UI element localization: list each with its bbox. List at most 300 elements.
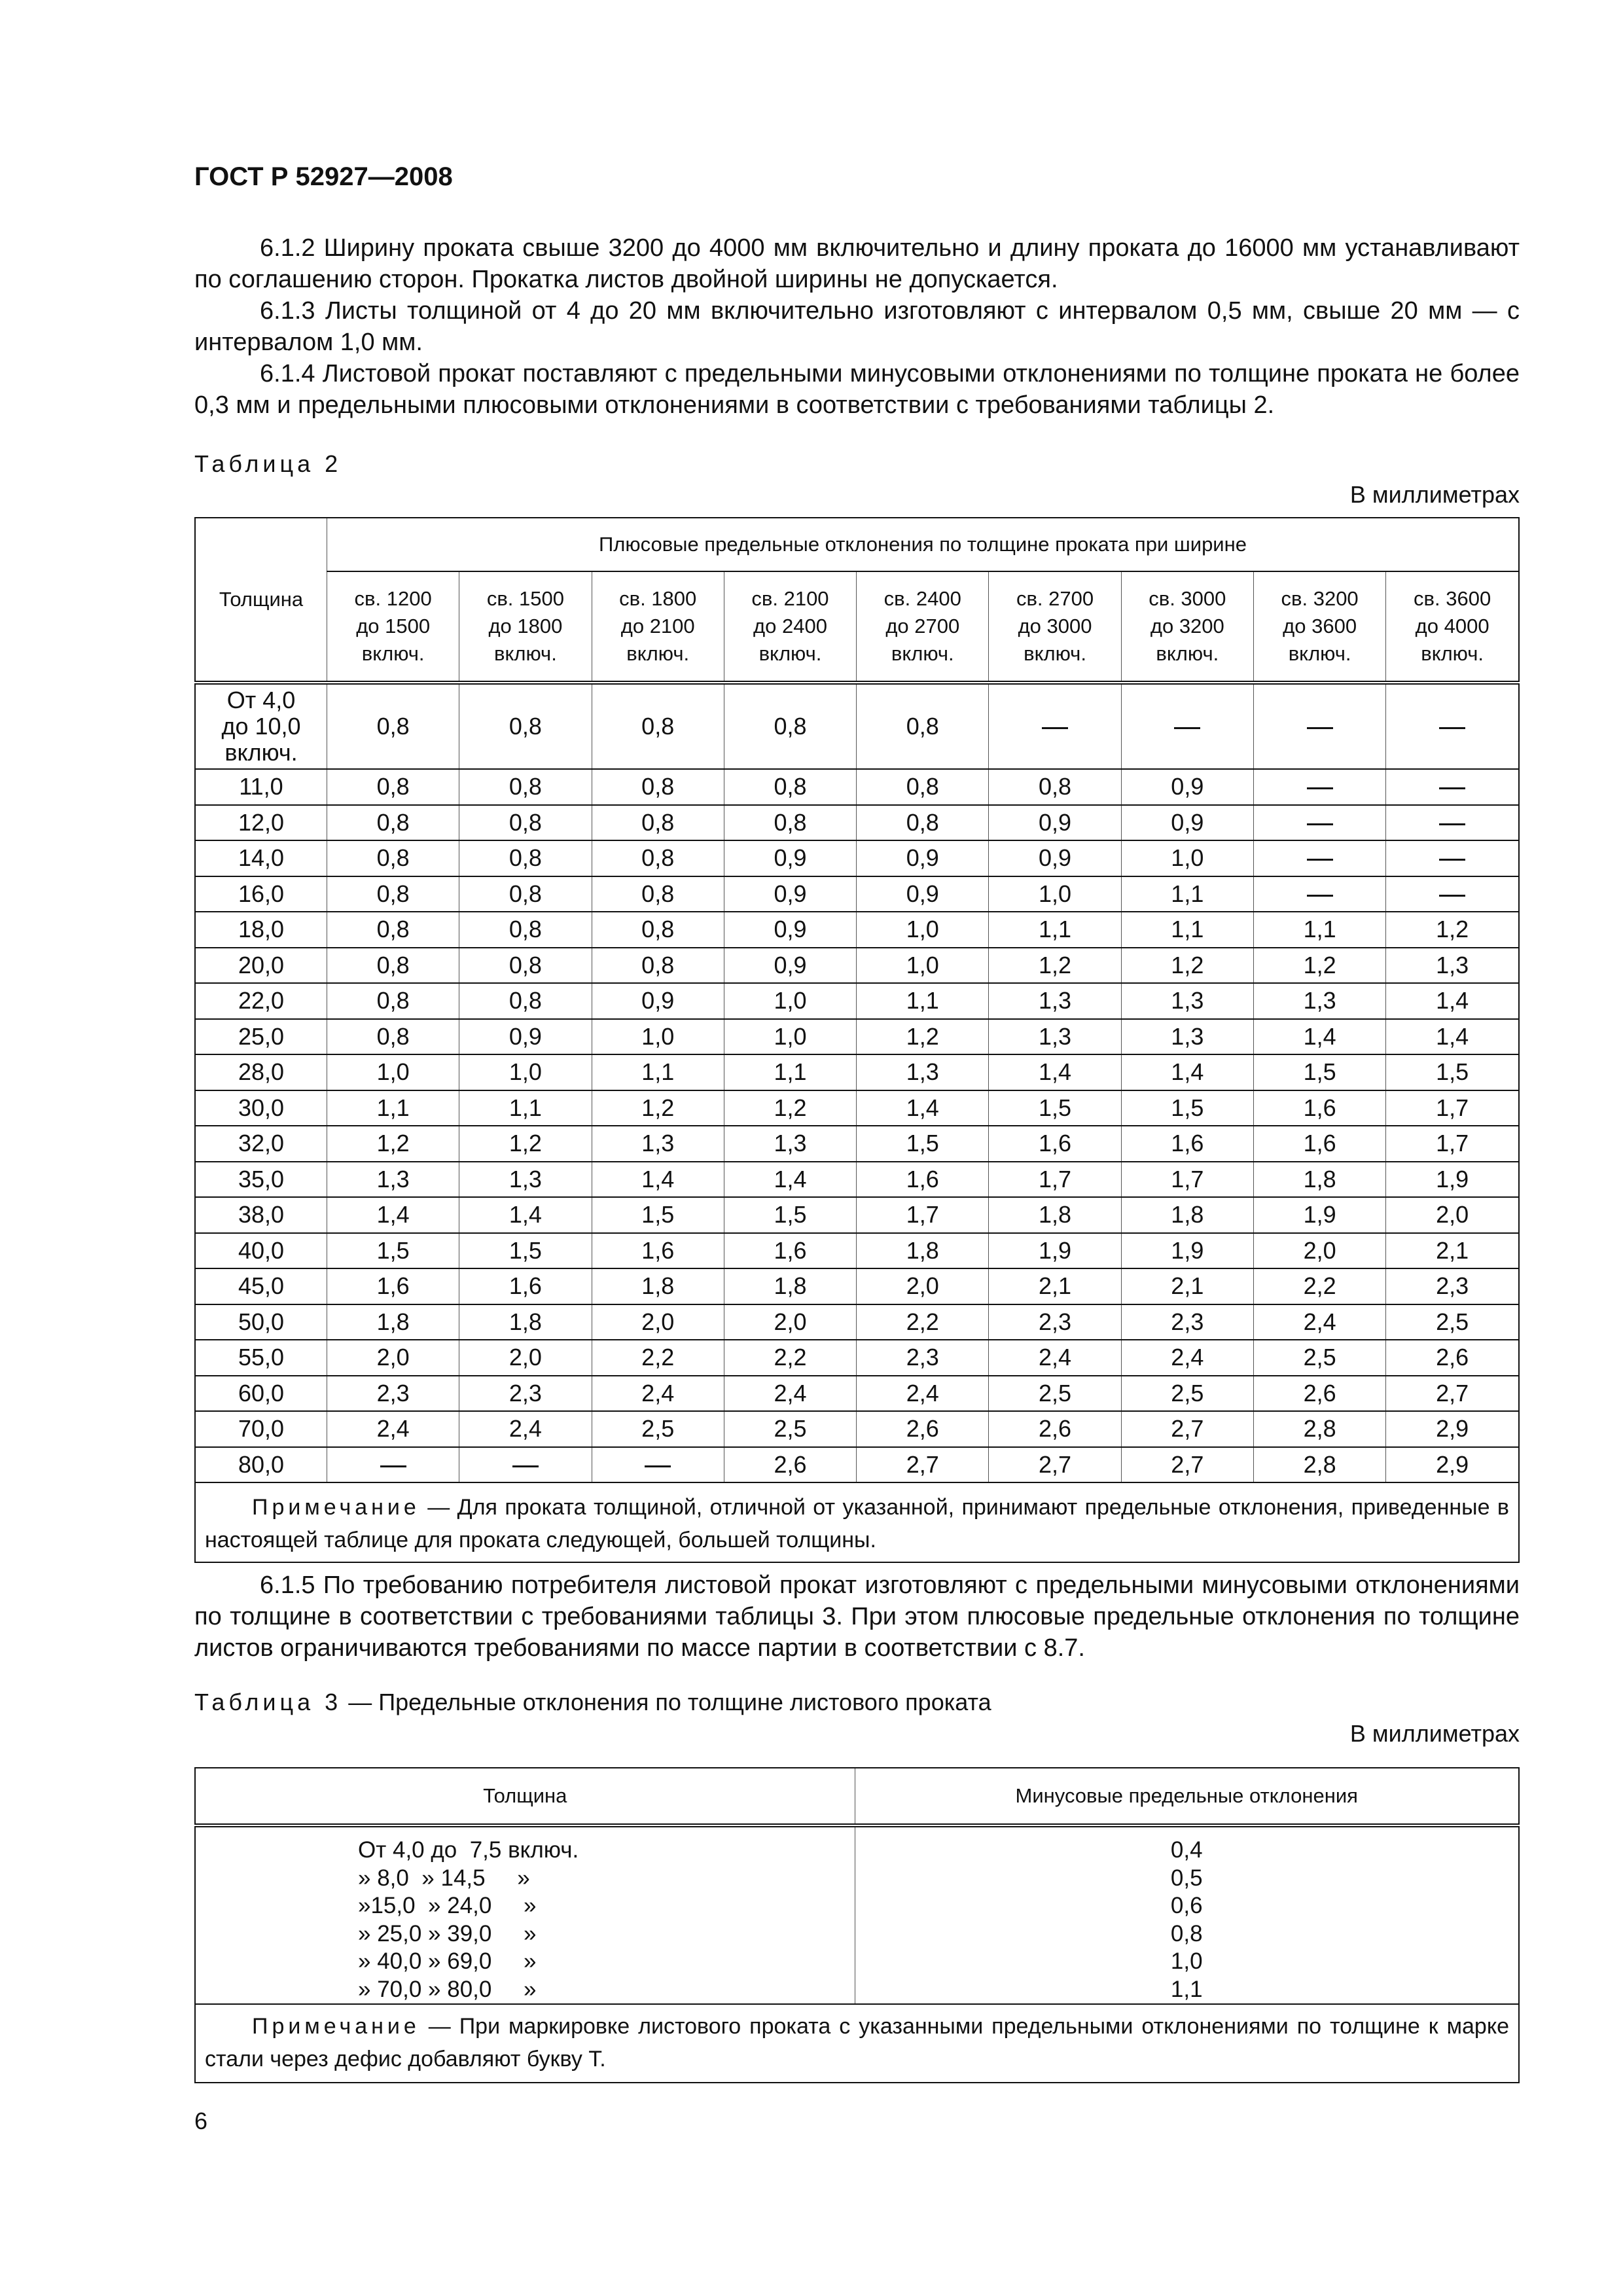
table-row bbox=[195, 1340, 1519, 1376]
deviation-cell: 1,1 bbox=[327, 1090, 459, 1126]
thickness-ranges-cell bbox=[195, 1825, 855, 2004]
table-row bbox=[195, 1054, 1519, 1090]
deviation-cell: 0,8 bbox=[459, 769, 592, 805]
deviation-cell: 1,3 bbox=[989, 1019, 1121, 1055]
table3-caption-text: — Предельные отклонения по толщине листового проката bbox=[342, 1689, 991, 1715]
table2-note bbox=[195, 1482, 1519, 1562]
deviation-cell: 2,3 bbox=[327, 1376, 459, 1412]
deviation-cell bbox=[1386, 683, 1519, 769]
deviation-cell: 0,8 bbox=[592, 948, 724, 984]
minus-deviation-value: 0,4 bbox=[1170, 1837, 1203, 1863]
deviation-cell: 1,1 bbox=[592, 1054, 724, 1090]
thickness-cell: 16,0 bbox=[195, 876, 327, 912]
deviation-cell: 0,8 bbox=[327, 683, 459, 769]
deviation-cell: 1,1 bbox=[857, 983, 989, 1019]
deviation-cell: 1,0 bbox=[724, 1019, 856, 1055]
deviation-cell: 2,0 bbox=[1386, 1197, 1519, 1233]
deviation-cell: 0,9 bbox=[989, 840, 1121, 876]
deviation-cell: 1,3 bbox=[1386, 948, 1519, 984]
table-row bbox=[195, 1376, 1519, 1412]
deviation-cell: 2,5 bbox=[724, 1411, 856, 1447]
thickness-cell: 22,0 bbox=[195, 983, 327, 1019]
deviation-cell: 1,3 bbox=[989, 983, 1121, 1019]
deviation-cell: 1,8 bbox=[459, 1304, 592, 1340]
document-id-header: ГОСТ Р 52927—2008 bbox=[194, 162, 453, 191]
table-row bbox=[195, 948, 1519, 984]
deviation-cell: 1,0 bbox=[459, 1054, 592, 1090]
deviation-cell: 1,3 bbox=[459, 1162, 592, 1198]
table-row bbox=[195, 769, 1519, 805]
deviation-cell: 1,1 bbox=[1121, 912, 1253, 948]
deviation-cell bbox=[1253, 683, 1385, 769]
dash-no-value bbox=[512, 1465, 539, 1467]
deviation-cell: 2,0 bbox=[724, 1304, 856, 1340]
table3-caption bbox=[194, 1689, 991, 1716]
thickness-cell: 35,0 bbox=[195, 1162, 327, 1198]
deviation-cell: 2,4 bbox=[857, 1376, 989, 1412]
deviation-cell: 1,4 bbox=[1386, 983, 1519, 1019]
deviation-cell bbox=[1253, 876, 1385, 912]
deviation-cell: 1,5 bbox=[459, 1233, 592, 1269]
deviation-cell: 1,8 bbox=[592, 1268, 724, 1304]
dash-no-value bbox=[1307, 895, 1333, 897]
thickness-cell: 40,0 bbox=[195, 1233, 327, 1269]
deviation-cell: 1,6 bbox=[724, 1233, 856, 1269]
header-width-line: включ. bbox=[626, 642, 690, 665]
deviation-cell: 1,8 bbox=[724, 1268, 856, 1304]
paragraph-6-1-2: 6.1.2 Ширину проката свыше 3200 до 4000 мм включительно и длину проката до 16000 мм устанавливают по соглашению сторон. Прокатка листов двойной ширины не допускается. bbox=[194, 234, 1520, 293]
header-width-line: до 1500 bbox=[356, 615, 431, 637]
deviation-cell: 1,4 bbox=[592, 1162, 724, 1198]
deviation-cell: 1,7 bbox=[1386, 1126, 1519, 1162]
deviation-cell bbox=[1253, 769, 1385, 805]
header-width-line: до 3600 bbox=[1283, 615, 1357, 637]
thickness-range: » 25,0 » 39,0 » bbox=[358, 1920, 537, 1946]
deviation-cell: 1,9 bbox=[1253, 1197, 1385, 1233]
deviation-cell: 1,5 bbox=[989, 1090, 1121, 1126]
deviation-cell: 0,8 bbox=[327, 840, 459, 876]
deviation-cell: 2,7 bbox=[1386, 1376, 1519, 1412]
thickness-cell: 25,0 bbox=[195, 1019, 327, 1055]
deviation-cell: 1,6 bbox=[592, 1233, 724, 1269]
deviation-cell: 0,8 bbox=[592, 912, 724, 948]
dash-no-value bbox=[1307, 727, 1333, 729]
paragraphs-bottom bbox=[194, 1570, 1520, 1664]
deviation-cell: 0,9 bbox=[857, 840, 989, 876]
dash-no-value bbox=[1439, 895, 1465, 897]
deviation-cell: 1,4 bbox=[1253, 1019, 1385, 1055]
table-row bbox=[195, 912, 1519, 948]
deviation-cell: 2,0 bbox=[327, 1340, 459, 1376]
table-row bbox=[195, 1126, 1519, 1162]
table-row bbox=[195, 1090, 1519, 1126]
deviation-cell: 0,8 bbox=[459, 805, 592, 841]
dash-no-value bbox=[1439, 727, 1465, 729]
table-row bbox=[195, 1447, 1519, 1483]
deviation-cell: 2,6 bbox=[1253, 1376, 1385, 1412]
deviation-cell: 0,8 bbox=[592, 805, 724, 841]
deviation-cell: 1,7 bbox=[857, 1197, 989, 1233]
dash-no-value bbox=[380, 1465, 406, 1467]
deviation-cell: 1,0 bbox=[989, 876, 1121, 912]
deviation-cell: 2,7 bbox=[989, 1447, 1121, 1483]
deviation-cell: 2,0 bbox=[459, 1340, 592, 1376]
header-width-col-1 bbox=[327, 571, 459, 683]
deviation-cell: 2,3 bbox=[1121, 1304, 1253, 1340]
deviation-cell: 0,9 bbox=[989, 805, 1121, 841]
deviation-cell: 0,9 bbox=[1121, 769, 1253, 805]
deviation-cell: 2,5 bbox=[1253, 1340, 1385, 1376]
thickness-range: »15,0 » 24,0 » bbox=[358, 1893, 537, 1918]
deviation-cell: 1,5 bbox=[1121, 1090, 1253, 1126]
deviation-cell bbox=[1386, 840, 1519, 876]
dash-no-value bbox=[1174, 727, 1200, 729]
deviation-cell: 1,2 bbox=[1121, 948, 1253, 984]
table-row bbox=[195, 1304, 1519, 1340]
thickness-line: включ. bbox=[224, 739, 298, 766]
table-row bbox=[195, 983, 1519, 1019]
minus-deviation-value: 0,6 bbox=[1170, 1893, 1203, 1918]
deviation-cell: 0,8 bbox=[459, 683, 592, 769]
deviation-cell: 0,8 bbox=[592, 769, 724, 805]
header-width-line: включ. bbox=[361, 642, 425, 665]
paragraphs-top bbox=[194, 232, 1520, 421]
deviation-cell: 1,2 bbox=[724, 1090, 856, 1126]
deviation-cell: 1,3 bbox=[1121, 1019, 1253, 1055]
minus-deviation-value: 1,0 bbox=[1170, 1948, 1203, 1974]
deviation-cell: 1,0 bbox=[857, 912, 989, 948]
thickness-cell: 80,0 bbox=[195, 1447, 327, 1483]
deviation-cell: 2,7 bbox=[1121, 1447, 1253, 1483]
deviation-cell: 2,9 bbox=[1386, 1447, 1519, 1483]
deviation-cell: 1,8 bbox=[327, 1304, 459, 1340]
deviation-cell: 2,4 bbox=[592, 1376, 724, 1412]
table-row bbox=[195, 1233, 1519, 1269]
deviation-cell: 1,8 bbox=[1253, 1162, 1385, 1198]
deviation-cell: 2,4 bbox=[327, 1411, 459, 1447]
deviation-cell: 0,8 bbox=[592, 840, 724, 876]
deviation-cell: 1,1 bbox=[1121, 876, 1253, 912]
table-row bbox=[195, 683, 1519, 769]
header-width-line: св. 2700 bbox=[1016, 587, 1094, 610]
deviation-cell: 1,2 bbox=[459, 1126, 592, 1162]
deviation-cell: 1,2 bbox=[989, 948, 1121, 984]
deviation-cell: 1,2 bbox=[1253, 948, 1385, 984]
header-plus-deviations-group: Плюсовые предельные отклонения по толщине проката при ширине bbox=[327, 518, 1520, 571]
deviation-cell: 2,9 bbox=[1386, 1411, 1519, 1447]
deviation-cell bbox=[989, 683, 1121, 769]
deviation-cell: 1,7 bbox=[989, 1162, 1121, 1198]
deviation-cell: 2,2 bbox=[724, 1340, 856, 1376]
deviation-cell: 0,8 bbox=[724, 805, 856, 841]
table2-units: В миллиметрах bbox=[1349, 481, 1520, 508]
header-width-col-5 bbox=[857, 571, 989, 683]
deviation-cell: 1,6 bbox=[459, 1268, 592, 1304]
deviation-cell: 2,7 bbox=[857, 1447, 989, 1483]
deviation-cell: 1,9 bbox=[989, 1233, 1121, 1269]
thickness-cell: 12,0 bbox=[195, 805, 327, 841]
deviation-cell: 1,0 bbox=[1121, 840, 1253, 876]
deviation-cell bbox=[1253, 805, 1385, 841]
deviation-cell: 2,3 bbox=[459, 1376, 592, 1412]
deviation-cell: 0,8 bbox=[327, 805, 459, 841]
table2-note-text: — Для проката толщиной, отличной от указанной, принимают предельные отклонения, приведенные в настоящей таблице для проката следующей, большей толщины. bbox=[205, 1495, 1509, 1552]
deviation-cell: 0,8 bbox=[592, 876, 724, 912]
header-width-col-6 bbox=[989, 571, 1121, 683]
header-width-line: включ. bbox=[494, 642, 557, 665]
deviation-cell: 1,5 bbox=[327, 1233, 459, 1269]
paragraph-6-1-4: 6.1.4 Листовой прокат поставляют с предельными минусовыми отклонениями по толщине проката не более 0,3 мм и предельными плюсовыми отклонениями в соответствии с требованиями таблицы 2. bbox=[194, 360, 1520, 419]
deviation-cell: 0,8 bbox=[857, 805, 989, 841]
deviation-cell: 2,4 bbox=[1253, 1304, 1385, 1340]
deviation-cell: 2,8 bbox=[1253, 1447, 1385, 1483]
deviation-cell: 0,9 bbox=[1121, 805, 1253, 841]
deviation-cell: 1,6 bbox=[989, 1126, 1121, 1162]
table-row bbox=[195, 1197, 1519, 1233]
header-width-line: включ. bbox=[758, 642, 822, 665]
dash-no-value bbox=[1307, 787, 1333, 789]
deviation-cell: 2,5 bbox=[989, 1376, 1121, 1412]
deviation-cell: 2,3 bbox=[1386, 1268, 1519, 1304]
deviation-cell bbox=[1386, 876, 1519, 912]
deviation-cell: 2,1 bbox=[1386, 1233, 1519, 1269]
thickness-cell: 55,0 bbox=[195, 1340, 327, 1376]
table-3-minus-deviations bbox=[194, 1767, 1520, 2083]
deviation-cell: 0,8 bbox=[327, 948, 459, 984]
deviation-cell: 1,7 bbox=[1386, 1090, 1519, 1126]
deviation-cell: 1,4 bbox=[857, 1090, 989, 1126]
dash-no-value bbox=[1439, 787, 1465, 789]
dash-no-value bbox=[1307, 859, 1333, 861]
deviation-cell: 1,8 bbox=[857, 1233, 989, 1269]
minus-deviation-value: 0,8 bbox=[1170, 1920, 1203, 1946]
thickness-cell: 18,0 bbox=[195, 912, 327, 948]
thickness-line: От 4,0 bbox=[226, 687, 296, 713]
dash-no-value bbox=[645, 1465, 671, 1467]
deviation-cell: 1,3 bbox=[724, 1126, 856, 1162]
deviation-cell: 2,7 bbox=[1121, 1411, 1253, 1447]
deviation-cell: 2,3 bbox=[857, 1340, 989, 1376]
minus-deviation-value: 1,1 bbox=[1170, 1976, 1203, 2002]
deviation-cell: 2,6 bbox=[724, 1447, 856, 1483]
header-width-line: св. 2400 bbox=[883, 587, 961, 610]
header-width-line: до 3200 bbox=[1150, 615, 1224, 637]
deviation-cell: 1,0 bbox=[327, 1054, 459, 1090]
deviation-cell: 1,5 bbox=[592, 1197, 724, 1233]
deviation-cell: 1,4 bbox=[1121, 1054, 1253, 1090]
thickness-range: » 70,0 » 80,0 » bbox=[358, 1976, 537, 2002]
dash-no-value bbox=[1439, 823, 1465, 825]
deviation-cell: 2,6 bbox=[857, 1411, 989, 1447]
header-width-line: св. 3200 bbox=[1281, 587, 1359, 610]
deviation-cell: 2,4 bbox=[459, 1411, 592, 1447]
deviation-cell: 2,0 bbox=[1253, 1233, 1385, 1269]
deviation-cell: 1,9 bbox=[1386, 1162, 1519, 1198]
header-width-col-3 bbox=[592, 571, 724, 683]
deviation-cell: 0,8 bbox=[857, 683, 989, 769]
deviation-cell: 1,1 bbox=[1253, 912, 1385, 948]
deviation-cell: 1,8 bbox=[989, 1197, 1121, 1233]
header-width-col-8 bbox=[1253, 571, 1385, 683]
thickness-range: » 40,0 » 69,0 » bbox=[358, 1948, 537, 1974]
header-width-line: св. 1500 bbox=[486, 587, 564, 610]
deviation-cell: 0,8 bbox=[327, 769, 459, 805]
deviation-cell: 0,9 bbox=[724, 840, 856, 876]
header-width-line: включ. bbox=[1288, 642, 1351, 665]
deviation-cell: 2,5 bbox=[1121, 1376, 1253, 1412]
deviation-cell: 0,8 bbox=[724, 769, 856, 805]
dash-no-value bbox=[1307, 823, 1333, 825]
deviation-cell: 1,5 bbox=[857, 1126, 989, 1162]
table3-caption-label: Таблица 3 bbox=[194, 1689, 342, 1715]
thickness-line: до 10,0 bbox=[221, 713, 301, 740]
table-row bbox=[195, 1162, 1519, 1198]
paragraph-6-1-5: 6.1.5 По требованию потребителя листовой прокат изготовляют с предельными минусовыми отклонениями по толщине в соответствии с требованиями таблицы 3. При этом плюсовые предельные отклонения по толщине листов ограничиваются требованиями по массе партии в соответствии с 8.7. bbox=[194, 1571, 1520, 1662]
deviation-cell: 1,4 bbox=[327, 1197, 459, 1233]
deviation-cell: 1,6 bbox=[1253, 1090, 1385, 1126]
deviation-cell: 1,0 bbox=[724, 983, 856, 1019]
deviation-cell: 1,2 bbox=[327, 1126, 459, 1162]
header-width-line: до 2100 bbox=[620, 615, 695, 637]
deviation-cell: 2,1 bbox=[1121, 1268, 1253, 1304]
deviation-cell: 0,8 bbox=[327, 912, 459, 948]
deviation-cell: 1,1 bbox=[989, 912, 1121, 948]
table3-note bbox=[195, 2004, 1519, 2083]
table-row bbox=[195, 876, 1519, 912]
table2-note-label: Примечание bbox=[252, 1495, 420, 1520]
header-width-line: до 3000 bbox=[1018, 615, 1092, 637]
header-width-line: св. 1800 bbox=[619, 587, 697, 610]
deviation-cell: 1,6 bbox=[857, 1162, 989, 1198]
deviation-cell: 1,1 bbox=[459, 1090, 592, 1126]
table-row bbox=[195, 1411, 1519, 1447]
deviation-cell: 2,4 bbox=[1121, 1340, 1253, 1376]
header-width-col-9 bbox=[1386, 571, 1519, 683]
deviation-cell: 1,4 bbox=[1386, 1019, 1519, 1055]
table-row bbox=[195, 1019, 1519, 1055]
deviation-cell: 1,4 bbox=[989, 1054, 1121, 1090]
deviations-cell bbox=[855, 1825, 1519, 2004]
deviation-cell: 2,1 bbox=[989, 1268, 1121, 1304]
thickness-cell: 14,0 bbox=[195, 840, 327, 876]
deviation-cell: 0,8 bbox=[592, 683, 724, 769]
deviation-cell: 0,8 bbox=[724, 683, 856, 769]
thickness-cell: 60,0 bbox=[195, 1376, 327, 1412]
header-width-line: св. 3000 bbox=[1149, 587, 1226, 610]
deviation-cell: 1,8 bbox=[1121, 1197, 1253, 1233]
deviation-cell: 0,9 bbox=[724, 876, 856, 912]
header-width-line: включ. bbox=[1024, 642, 1086, 665]
deviation-cell: 1,6 bbox=[1253, 1126, 1385, 1162]
deviation-cell: 0,8 bbox=[327, 983, 459, 1019]
deviation-cell: 0,8 bbox=[459, 948, 592, 984]
paragraph-6-1-3: 6.1.3 Листы толщиной от 4 до 20 мм включительно изготовляют с интервалом 0,5 мм, свыше 20 мм — с интервалом 1,0 мм. bbox=[194, 297, 1520, 356]
thickness-cell: 70,0 bbox=[195, 1411, 327, 1447]
table2-caption: Таблица 2 bbox=[194, 450, 342, 477]
deviation-cell bbox=[459, 1447, 592, 1483]
deviation-cell: 1,4 bbox=[459, 1197, 592, 1233]
deviation-cell: 2,4 bbox=[989, 1340, 1121, 1376]
deviation-cell: 1,6 bbox=[327, 1268, 459, 1304]
header-thickness: Толщина bbox=[195, 1768, 855, 1825]
deviation-cell: 1,0 bbox=[592, 1019, 724, 1055]
page-number: 6 bbox=[194, 2108, 208, 2134]
table3-note-text: — При маркировке листового проката с указанными предельными отклонениями по толщине к марке стали через дефис добавляют букву Т. bbox=[205, 2014, 1509, 2072]
thickness-range: » 8,0 » 14,5 » bbox=[358, 1865, 530, 1891]
deviation-cell: 2,4 bbox=[724, 1376, 856, 1412]
deviation-cell: 1,9 bbox=[1121, 1233, 1253, 1269]
thickness-cell: 45,0 bbox=[195, 1268, 327, 1304]
table-row bbox=[195, 840, 1519, 876]
deviation-cell: 2,2 bbox=[592, 1340, 724, 1376]
deviation-cell: 1,4 bbox=[724, 1162, 856, 1198]
header-width-col-7 bbox=[1121, 571, 1253, 683]
deviation-cell bbox=[1386, 805, 1519, 841]
deviation-cell: 0,9 bbox=[592, 983, 724, 1019]
thickness-cell bbox=[195, 683, 327, 769]
deviation-cell: 0,8 bbox=[989, 769, 1121, 805]
deviation-cell: 2,2 bbox=[1253, 1268, 1385, 1304]
deviation-cell: 1,3 bbox=[1121, 983, 1253, 1019]
header-width-line: св. 2100 bbox=[751, 587, 829, 610]
dash-no-value bbox=[1439, 859, 1465, 861]
deviation-cell: 0,9 bbox=[857, 876, 989, 912]
deviation-cell: 1,0 bbox=[857, 948, 989, 984]
deviation-cell: 1,7 bbox=[1121, 1162, 1253, 1198]
deviation-cell: 0,8 bbox=[857, 769, 989, 805]
deviation-cell: 1,2 bbox=[857, 1019, 989, 1055]
thickness-cell: 38,0 bbox=[195, 1197, 327, 1233]
thickness-cell: 20,0 bbox=[195, 948, 327, 984]
deviation-cell: 0,8 bbox=[327, 1019, 459, 1055]
deviation-cell: 0,9 bbox=[724, 912, 856, 948]
deviation-cell: 0,9 bbox=[459, 1019, 592, 1055]
header-width-line: до 1800 bbox=[488, 615, 563, 637]
deviation-cell bbox=[1121, 683, 1253, 769]
deviation-cell bbox=[327, 1447, 459, 1483]
header-width-line: св. 1200 bbox=[354, 587, 432, 610]
deviation-cell: 0,8 bbox=[459, 912, 592, 948]
deviation-cell: 2,6 bbox=[989, 1411, 1121, 1447]
deviation-cell: 2,3 bbox=[989, 1304, 1121, 1340]
deviation-cell bbox=[592, 1447, 724, 1483]
deviation-cell: 2,0 bbox=[857, 1268, 989, 1304]
minus-deviation-value: 0,5 bbox=[1170, 1865, 1203, 1891]
dash-no-value bbox=[1042, 727, 1068, 729]
thickness-cell: 50,0 bbox=[195, 1304, 327, 1340]
header-width-line: включ. bbox=[1421, 642, 1484, 665]
header-width-line: до 2400 bbox=[753, 615, 827, 637]
header-width-line: включ. bbox=[1156, 642, 1219, 665]
deviation-cell: 1,1 bbox=[724, 1054, 856, 1090]
deviation-cell: 2,2 bbox=[857, 1304, 989, 1340]
thickness-cell: 30,0 bbox=[195, 1090, 327, 1126]
deviation-cell bbox=[1386, 769, 1519, 805]
deviation-cell: 0,8 bbox=[459, 876, 592, 912]
deviation-cell: 2,5 bbox=[1386, 1304, 1519, 1340]
deviation-cell: 2,8 bbox=[1253, 1411, 1385, 1447]
deviation-cell: 2,0 bbox=[592, 1304, 724, 1340]
deviation-cell: 1,6 bbox=[1121, 1126, 1253, 1162]
table-row bbox=[195, 1268, 1519, 1304]
header-width-line: включ. bbox=[891, 642, 954, 665]
table3-note-label: Примечание bbox=[252, 2014, 420, 2039]
deviation-cell: 0,8 bbox=[327, 876, 459, 912]
header-width-line: до 4000 bbox=[1415, 615, 1489, 637]
deviation-cell: 1,3 bbox=[1253, 983, 1385, 1019]
thickness-cell: 28,0 bbox=[195, 1054, 327, 1090]
thickness-cell: 32,0 bbox=[195, 1126, 327, 1162]
